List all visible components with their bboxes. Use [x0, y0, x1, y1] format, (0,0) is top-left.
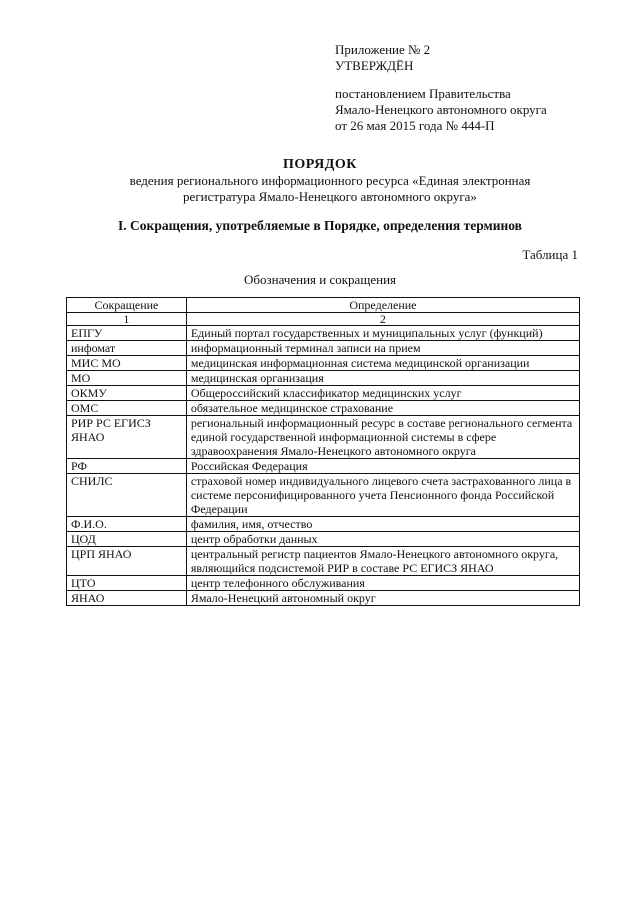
document-subtitle — [80, 173, 580, 205]
approved-label: УТВЕРЖДЁН — [335, 58, 414, 73]
definition-cell: Российская Федерация — [186, 459, 579, 474]
definition-cell: обязательное медицинское страхование — [186, 401, 579, 416]
abbreviation-cell: МО — [67, 371, 187, 386]
column-number-1: 1 — [67, 313, 187, 326]
definition-cell: медицинская информационная система медицинской организации — [186, 356, 579, 371]
table-row — [67, 326, 580, 341]
abbreviation-cell: ЦТО — [67, 576, 187, 591]
abbreviation-cell: РИР РС ЕГИСЗ ЯНАО — [67, 416, 187, 459]
definition-cell: региональный информационный ресурс в составе регионального сегмента единой государственной информационной системы в сфере здравоохранения Ямало-Ненецкого автономного округа — [186, 416, 579, 459]
definition-cell: фамилия, имя, отчество — [186, 517, 579, 532]
approval-gap — [335, 74, 547, 86]
table-row — [67, 576, 580, 591]
table-row — [67, 416, 580, 459]
approval-line-resolution: постановлением Правительства — [335, 86, 511, 101]
abbreviation-cell: ЦРП ЯНАО — [67, 547, 187, 576]
subtitle-line-2: регистратура Ямало-Ненецкого автономного округа» — [183, 189, 477, 204]
document-title: ПОРЯДОК — [283, 157, 357, 172]
header-definition: Определение — [186, 298, 579, 313]
table-row — [67, 401, 580, 416]
table-row — [67, 459, 580, 474]
abbreviation-cell: ЕПГУ — [67, 326, 187, 341]
approval-line-date: от 26 мая 2015 года № 444-П — [335, 118, 495, 133]
approval-line-region: Ямало-Ненецкого автономного округа — [335, 102, 547, 117]
approval-block — [335, 42, 547, 134]
definition-cell: Единый портал государственных и муниципальных услуг (функций) — [186, 326, 579, 341]
column-number-2: 2 — [186, 313, 579, 326]
abbreviation-cell: ОМС — [67, 401, 187, 416]
table-row — [67, 386, 580, 401]
table-row — [67, 517, 580, 532]
header-abbreviation: Сокращение — [67, 298, 187, 313]
abbreviation-cell: СНИЛС — [67, 474, 187, 517]
table-row — [67, 474, 580, 517]
abbreviation-cell: РФ — [67, 459, 187, 474]
abbreviation-cell: Ф.И.О. — [67, 517, 187, 532]
table-row — [67, 591, 580, 606]
abbreviation-cell: инфомат — [67, 341, 187, 356]
definition-cell: Общероссийский классификатор медицинских услуг — [186, 386, 579, 401]
table-number: Таблица 1 — [522, 247, 578, 262]
appendix-number: Приложение № 2 — [335, 42, 431, 57]
table-row — [67, 547, 580, 576]
abbreviation-cell: ЦОД — [67, 532, 187, 547]
abbreviation-cell: МИС МО — [67, 356, 187, 371]
abbreviations-table — [66, 297, 580, 606]
definition-cell: страховой номер индивидуального лицевого счета застрахованного лица в системе персонифицированного учета Пенсионного фонда Российской Федерации — [186, 474, 579, 517]
definition-cell: Ямало-Ненецкий автономный округ — [186, 591, 579, 606]
table-row — [67, 341, 580, 356]
abbreviation-cell: ОКМУ — [67, 386, 187, 401]
table-column-number-row — [67, 313, 580, 326]
definition-cell: центральный регистр пациентов Ямало-Ненецкого автономного округа, являющийся подсистемой РИР в составе РС ЕГИСЗ ЯНАО — [186, 547, 579, 576]
table-caption: Обозначения и сокращения — [243, 272, 397, 287]
table-header-row — [67, 298, 580, 313]
table-row — [67, 356, 580, 371]
abbreviation-cell: ЯНАО — [67, 591, 187, 606]
definition-cell: информационный терминал записи на прием — [186, 341, 579, 356]
table-row — [67, 371, 580, 386]
section-heading: I. Сокращения, употребляемые в Порядке, определения терминов — [118, 218, 522, 233]
definition-cell: медицинская организация — [186, 371, 579, 386]
table-row — [67, 532, 580, 547]
definition-cell: центр телефонного обслуживания — [186, 576, 579, 591]
subtitle-line-1: ведения регионального информационного ресурса «Единая электронная — [129, 173, 531, 188]
definition-cell: центр обработки данных — [186, 532, 579, 547]
